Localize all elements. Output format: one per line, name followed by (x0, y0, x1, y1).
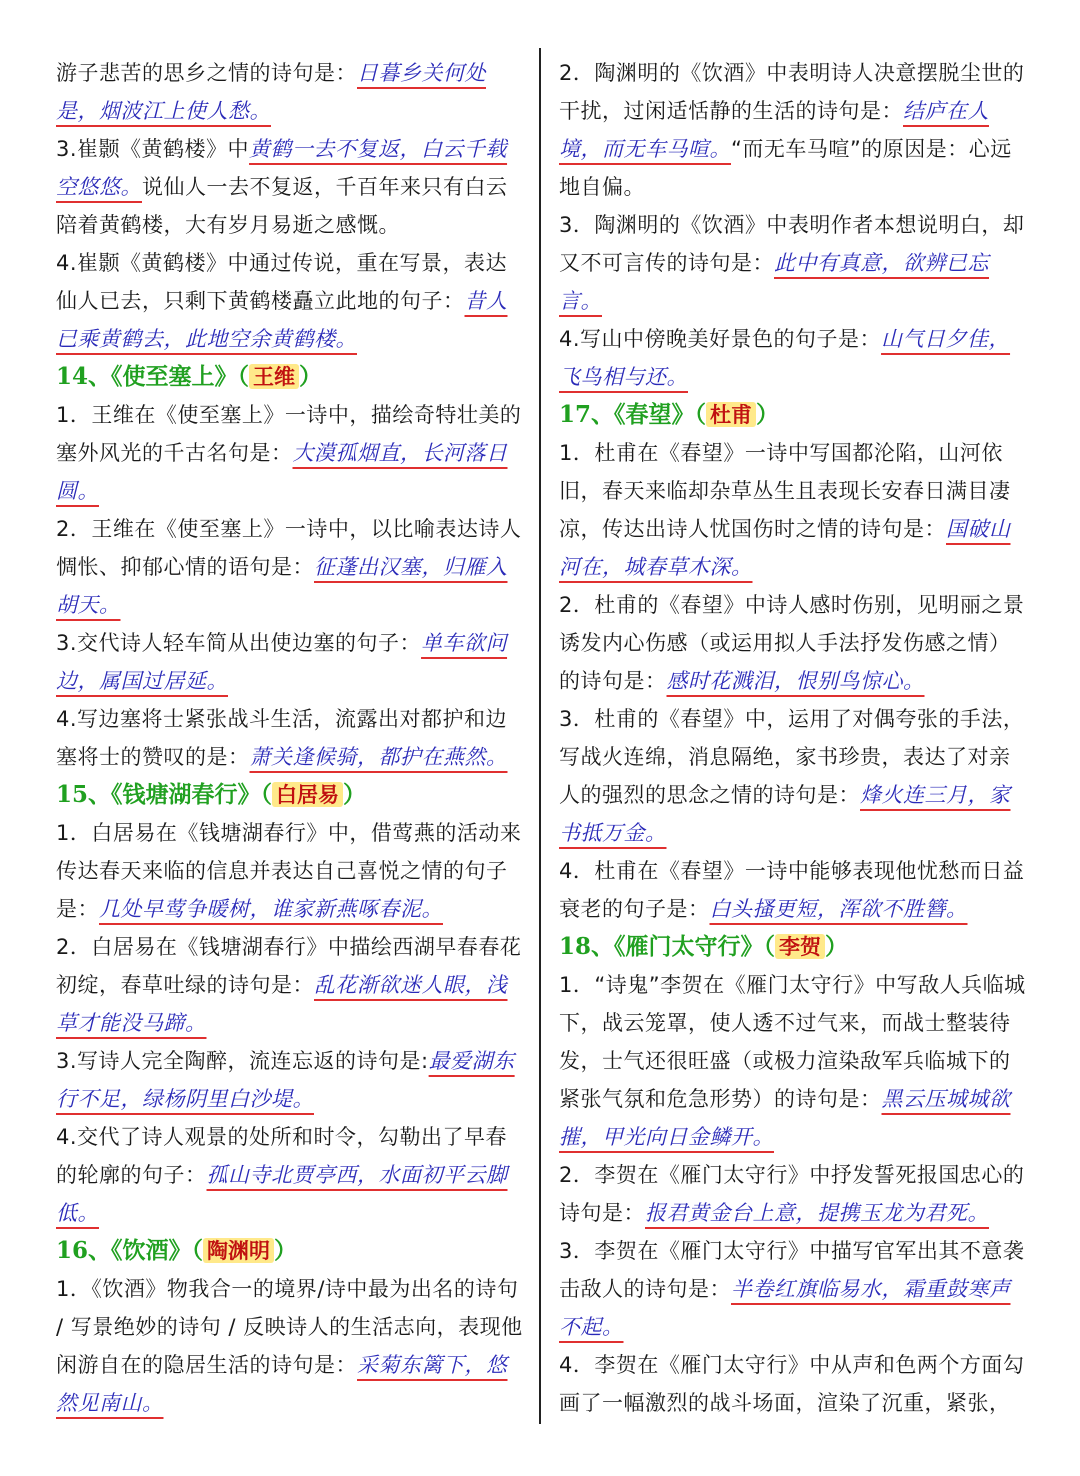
answer-text: 昔人已乘黄鹤去，此地空余黄鹤楼。 (56, 289, 508, 351)
list-item (56, 1042, 526, 1118)
left-column (56, 54, 526, 1422)
author-badge: 陶渊明 (203, 1238, 274, 1263)
question-text: “而无车马喧”的原因是：心远地自偏。 (559, 137, 1012, 199)
answer-text: 萧关逢候骑，都护在燕然。 (249, 745, 508, 769)
section-heading-14: 14、《使至塞上》（ 王维 ） (56, 363, 323, 390)
section-title: 18、《雁门太守行》 (559, 933, 764, 960)
question-text: 4.写山中傍晚美好景色的句子是： (559, 327, 882, 351)
question-text: 1．王维在《使至塞上》一诗中，描绘奇特壮美的塞外风光的千古名句是： (56, 403, 522, 465)
column-divider (539, 48, 541, 1424)
answer-text: 几处早莺争暖树，谁家新燕啄春泥。 (99, 897, 443, 921)
list-item (559, 586, 1029, 700)
author-badge: 李贺 (775, 934, 825, 959)
list-item (56, 1270, 526, 1422)
list-item (56, 928, 526, 1042)
section-title: 17、《春望》 (559, 401, 695, 428)
section-heading-18: 18、《雁门太守行》（ 李贺 ） (559, 933, 849, 960)
answer-text: 日暮乡关何处是，烟波江上使人愁。 (56, 61, 486, 123)
answer-text: 大漠孤烟直，长河落日圆。 (56, 441, 508, 503)
answer-text: 山气日夕佳，飞鸟相与还。 (559, 327, 1011, 389)
question-text: 2．王维在《使至塞上》一诗中，以比喻表达诗人惆怅、抑郁心情的语句是： (56, 517, 522, 579)
answer-text: 报君黄金台上意，提携玉龙为君死。 (645, 1201, 989, 1225)
answer-text: 征蓬出汉塞，归雁入胡天。 (56, 555, 508, 617)
answer-text: 此中有真意，欲辨已忘言。 (559, 251, 989, 313)
question-text: 3.写诗人完全陶醉，流连忘返的诗句是: (56, 1049, 429, 1073)
right-column (559, 54, 1029, 1422)
section-title: 14、《使至塞上》 (56, 363, 238, 390)
list-item (559, 966, 1029, 1156)
list-item (559, 434, 1029, 586)
answer-text: 感时花溅泪，恨别鸟惊心。 (666, 669, 925, 693)
list-item (559, 206, 1029, 320)
list-item (56, 510, 526, 624)
question-text: 1．杜甫在《春望》一诗中写国都沦陷，山河依旧，春天来临却杂草丛生且表现长安春日满目凄凉，传达出诗人忧国伤时之情的诗句是： (559, 441, 1011, 541)
section-title: 16、《饮酒》 (56, 1237, 192, 1264)
question-text: 1．《饮酒》物我合一的境界/诗中最为出名的诗句 / 写景绝妙的诗句 / 反映诗人的生活志向，表现他闲游自在的隐居生活的诗句是： (56, 1277, 523, 1377)
list-item (559, 1232, 1029, 1346)
question-text: 2．白居易在《钱塘湖春行》中描绘西湖早春春花初绽，春草吐绿的诗句是： (56, 935, 522, 997)
list-item (56, 396, 526, 510)
question-text: 4.交代了诗人观景的处所和时令，勾勒出了早春的轮廓的句子： (56, 1125, 508, 1187)
list-item (56, 54, 526, 130)
question-text: 3．陶渊明的《饮酒》中表明作者本想说明白，却又不可言传的诗句是： (559, 213, 1025, 275)
question-text: 1．白居易在《钱塘湖春行》中，借莺燕的活动来传达春天来临的信息并表达自己喜悦之情的句子是： (56, 821, 522, 921)
answer-text: 孤山寺北贾亭西，水面初平云脚低。 (56, 1163, 508, 1225)
answer-text: 白头搔更短，浑欲不胜簪。 (709, 897, 968, 921)
question-text: 2．李贺在《雁门太守行》中抒发誓死报国忠心的诗句是： (559, 1163, 1025, 1225)
list-item (559, 852, 1029, 928)
author-badge: 杜甫 (706, 402, 756, 427)
question-text: 3．李贺在《雁门太守行》中描写官军出其不意袭击敌人的诗句是： (559, 1239, 1025, 1301)
answer-text: 半卷红旗临易水，霜重鼓寒声不起。 (559, 1277, 1011, 1339)
answer-text: 采菊东篱下，悠然见南山。 (56, 1353, 508, 1415)
question-text: 4.崔颢《黄鹤楼》中通过传说，重在写景，表达仙人已去，只剩下黄鹤楼矗立此地的句子： (56, 251, 508, 313)
list-item (56, 130, 526, 244)
list-item (559, 700, 1029, 852)
list-item (56, 700, 526, 776)
question-text: 3．杜甫的《春望》中，运用了对偶夸张的手法，写战火连绵，消息隔绝，家书珍贵，表达了对亲人的强烈的思念之情的诗句是： (559, 707, 1025, 807)
question-text: 4.写边塞将士紧张战斗生活，流露出对都护和边塞将士的赞叹的是： (56, 707, 508, 769)
list-item (559, 54, 1029, 206)
question-text: 4．杜甫在《春望》一诗中能够表现他忧愁而日益衰老的句子是： (559, 859, 1025, 921)
question-text: 1．“诗鬼”李贺在《雁门太守行》中写敌人兵临城下，战云笼罩，使人透不过气来，而战士整装待发，士气还很旺盛（或极力渲染敌军兵临城下的紧张气氛和危急形势）的诗句是： (559, 973, 1026, 1111)
answer-text: 黄鹤一去不复返，白云千载空悠悠。 (56, 137, 508, 199)
list-item (559, 1156, 1029, 1232)
list-item (56, 814, 526, 928)
question-text: 4．李贺在《雁门太守行》中从声和色两个方面勾画了一幅激烈的战斗场面，渲染了沉重，紧张， (559, 1353, 1025, 1415)
question-text: 说仙人一去不复返，千百年来只有白云陪着黄鹤楼，大有岁月易逝之感慨。 (56, 175, 508, 237)
question-text: 游子悲苦的思乡之情的诗句是： (56, 61, 357, 85)
answer-text: 单车欲问边，属国过居延。 (56, 631, 508, 693)
list-item (559, 320, 1029, 396)
question-text: 3.崔颢《黄鹤楼》中 (56, 137, 250, 161)
list-item (56, 244, 526, 358)
section-heading-17: 17、《春望》（ 杜甫 ） (559, 401, 780, 428)
question-text: 2．杜甫的《春望》中诗人感时伤别，见明丽之景诱发内心伤感（或运用拟人手法抒发伤感之情）的诗句是： (559, 593, 1025, 693)
section-title: 15、《钱塘湖春行》 (56, 781, 261, 808)
answer-text: 烽火连三月，家书抵万金。 (559, 783, 1011, 845)
section-heading-16: 16、《饮酒》（ 陶渊明 ） (56, 1237, 298, 1264)
question-text: 3.交代诗人轻车简从出使边塞的句子： (56, 631, 422, 655)
list-item (56, 1118, 526, 1232)
section-heading-15: 15、《钱塘湖春行》（ 白居易 ） (56, 781, 367, 808)
list-item (56, 624, 526, 700)
answer-text: 黑云压城城欲摧，甲光向日金鳞开。 (559, 1087, 1011, 1149)
answer-text: 结庐在人境，而无车马喧。 (559, 99, 989, 161)
list-item (559, 1346, 1029, 1422)
answer-text: 乱花渐欲迷人眼，浅草才能没马蹄。 (56, 973, 508, 1035)
answer-text: 最爱湖东行不足，绿杨阴里白沙堤。 (56, 1049, 515, 1111)
author-badge: 王维 (249, 364, 299, 389)
answer-text: 国破山河在，城春草木深。 (559, 517, 1011, 579)
author-badge: 白居易 (272, 782, 343, 807)
question-text: 2．陶渊明的《饮酒》中表明诗人决意摆脱尘世的干扰，过闲适恬静的生活的诗句是： (559, 61, 1025, 123)
